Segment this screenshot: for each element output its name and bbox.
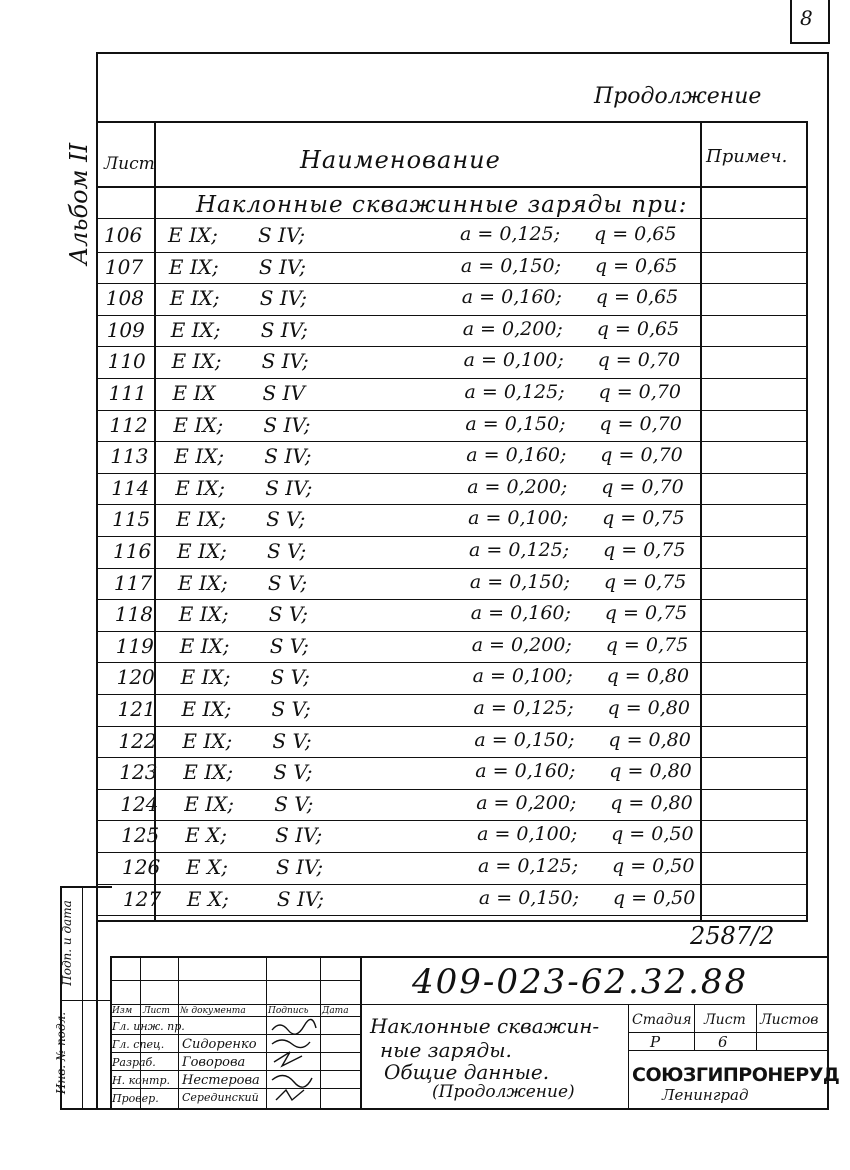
row-sheet-number: 121 (117, 697, 156, 721)
row-a-value: a = 0,125; (460, 223, 561, 245)
tb-role-5: Провер. (112, 1092, 159, 1105)
row-sheet-number: 112 (109, 412, 148, 437)
tb-doc-title-3: Общие данные. (384, 1060, 550, 1084)
row-s-value: S IV; (275, 823, 323, 848)
header-sheet: Лист (104, 154, 155, 174)
row-s-value: S IV; (263, 412, 311, 437)
row-sheet-number: 126 (122, 855, 161, 879)
header-name: Наименование (300, 146, 501, 174)
row-s-value: S V; (272, 728, 312, 753)
row-s-value: S V; (273, 760, 313, 785)
tb-name-5: Серединский (182, 1091, 259, 1104)
row-a-value: a = 0,125; (473, 697, 574, 719)
row-divider (98, 915, 808, 916)
row-a-value: a = 0,100; (477, 823, 578, 846)
row-s-value: S IV; (261, 349, 309, 374)
row-divider (98, 410, 808, 411)
row-e-value: E IX; (175, 475, 226, 500)
header-note: Примеч. (706, 146, 788, 167)
row-divider (98, 536, 808, 537)
row-sheet-number: 118 (114, 602, 153, 627)
row-q-value: q = 0,70 (600, 444, 683, 467)
row-a-value: a = 0,160; (475, 760, 576, 783)
row-e-value: E IX (172, 381, 216, 405)
signature-marks (266, 1016, 321, 1110)
row-sheet-number: 114 (111, 475, 150, 500)
row-a-value: a = 0,150; (465, 412, 566, 435)
tb-role-3: Разраб. (112, 1056, 156, 1069)
tb-doc-title-1: Наклонные скважин- (370, 1014, 600, 1038)
row-e-value: E IX; (168, 223, 218, 247)
row-q-value: q = 0,70 (601, 475, 684, 498)
row-sheet-number: 106 (104, 223, 143, 247)
row-s-value: S IV; (258, 223, 306, 247)
row-e-value: E IX; (180, 665, 231, 690)
row-a-value: a = 0,150; (474, 728, 575, 751)
tb-sheets-label: Листов (760, 1012, 819, 1028)
row-sheet-number: 109 (106, 317, 145, 342)
row-sheet-number: 119 (115, 633, 154, 658)
row-q-value: q = 0,65 (596, 317, 680, 340)
row-divider (98, 662, 808, 663)
row-a-value: a = 0,200; (476, 791, 577, 814)
row-s-value: S IV; (260, 317, 308, 342)
row-sheet-number: 127 (122, 886, 162, 911)
row-q-value: q = 0,80 (609, 760, 692, 783)
row-e-value: E IX; (176, 507, 226, 532)
row-s-value: S IV; (276, 855, 324, 879)
row-q-value: q = 0,70 (597, 349, 681, 372)
row-divider (98, 568, 808, 569)
row-divider (98, 789, 808, 790)
row-s-value: S IV; (259, 286, 307, 311)
row-divider (98, 346, 808, 347)
row-divider (98, 441, 808, 442)
row-s-value: S IV (262, 381, 305, 405)
row-a-value: a = 0,150; (460, 254, 562, 277)
row-divider (98, 504, 808, 505)
continuation-label: Продолжение (594, 84, 762, 109)
row-q-value: q = 0,80 (607, 697, 690, 719)
row-q-value: q = 0,80 (610, 791, 693, 814)
row-q-value: q = 0,80 (606, 665, 690, 688)
tb-name-4: Нестерова (182, 1073, 260, 1088)
row-a-value: a = 0,100; (468, 507, 569, 530)
tb-name-3: Говорова (182, 1055, 246, 1070)
row-divider (98, 694, 808, 695)
row-divider (98, 599, 808, 600)
row-e-value: E IX; (182, 728, 233, 753)
row-sheet-number: 113 (110, 444, 149, 469)
row-a-value: a = 0,160; (470, 602, 571, 625)
row-q-value: q = 0,65 (595, 286, 679, 309)
album-label: Альбом II (65, 142, 94, 266)
row-divider (98, 252, 808, 253)
tb-name-2: Сидоренко (182, 1037, 257, 1052)
row-e-value: E IX; (173, 412, 224, 437)
row-divider (98, 473, 808, 474)
row-e-value: E IX; (177, 570, 228, 595)
row-e-value: E IX; (171, 349, 222, 374)
row-q-value: q = 0,75 (603, 539, 686, 561)
row-sheet-number: 125 (121, 823, 160, 848)
row-q-value: q = 0,75 (605, 633, 689, 656)
row-e-value: E IX; (174, 444, 225, 469)
row-a-value: a = 0,100; (472, 665, 573, 688)
row-q-value: q = 0,50 (612, 855, 695, 877)
row-e-value: E X; (186, 855, 228, 879)
row-divider (98, 757, 808, 758)
tb-doc-title-4: (Продолжение) (432, 1082, 575, 1102)
tb-role-2: Гл. спец. (112, 1038, 165, 1051)
row-s-value: S V; (271, 697, 311, 721)
row-e-value: E X; (186, 886, 229, 911)
row-s-value: S IV; (265, 475, 313, 500)
row-a-value: a = 0,200; (467, 475, 568, 498)
row-divider (98, 852, 808, 853)
row-q-value: q = 0,65 (594, 223, 677, 245)
row-q-value: q = 0,80 (608, 728, 691, 751)
row-q-value: q = 0,50 (612, 886, 696, 909)
row-e-value: E IX; (168, 254, 219, 279)
side-label-inv: Инв. № подл. (54, 1011, 69, 1095)
row-e-value: E IX; (169, 286, 220, 311)
row-a-value: a = 0,160; (466, 444, 567, 467)
row-a-value: a = 0,100; (463, 349, 564, 372)
row-s-value: S IV; (264, 444, 312, 469)
row-q-value: q = 0,75 (602, 507, 685, 530)
page-number: 8 (800, 6, 813, 30)
row-sheet-number: 123 (119, 760, 158, 785)
inventory-number: 2587/2 (690, 922, 775, 950)
row-sheet-number: 107 (104, 254, 144, 279)
row-e-value: E X; (185, 823, 228, 848)
row-sheet-number: 110 (107, 349, 146, 374)
row-a-value: a = 0,200; (462, 317, 563, 340)
row-s-value: S V; (270, 665, 310, 690)
row-e-value: E IX; (170, 317, 221, 342)
row-divider (98, 315, 808, 316)
row-e-value: E IX; (183, 760, 234, 785)
tb-col-date: Дата (322, 1006, 349, 1016)
row-e-value: E IX; (184, 791, 235, 816)
row-sheet-number: 124 (120, 791, 159, 816)
tb-role-1: Гл. инж. пр. (112, 1020, 185, 1033)
row-s-value: S V; (266, 507, 306, 532)
document-code: 409-023-62.32.88 (412, 962, 749, 1002)
side-label-sign: Подп. и дата (59, 900, 74, 986)
row-e-value: E IX; (177, 539, 227, 563)
row-a-value: a = 0,150; (469, 570, 571, 593)
tb-sheet-label: Лист (704, 1012, 746, 1028)
tb-doc-title-2: ные заряды. (380, 1038, 512, 1062)
tb-role-4: Н. контр. (112, 1074, 170, 1087)
section-title: Наклонные скважинные заряды при: (196, 192, 688, 218)
tb-stage-label: Стадия (632, 1012, 692, 1028)
row-e-value: E IX; (178, 602, 229, 627)
tb-sheet-value: 6 (718, 1033, 728, 1051)
tb-col-doc: № документа (180, 1006, 246, 1016)
row-q-value: q = 0,65 (594, 254, 678, 277)
row-a-value: a = 0,160; (461, 286, 562, 309)
row-sheet-number: 117 (113, 570, 153, 595)
row-a-value: a = 0,125; (464, 381, 565, 403)
tb-col-sign: Подпись (268, 1006, 309, 1016)
row-a-value: a = 0,125; (478, 855, 579, 877)
row-s-value: S V; (267, 539, 307, 563)
tb-stage-value: Р (650, 1033, 661, 1051)
row-divider (98, 820, 808, 821)
row-sheet-number: 116 (113, 539, 152, 563)
row-divider (98, 378, 808, 379)
row-s-value: S IV; (258, 254, 307, 279)
row-s-value: S V; (269, 633, 309, 658)
tb-col-list: Лист (143, 1006, 170, 1016)
row-divider (98, 283, 808, 284)
row-q-value: q = 0,75 (603, 570, 687, 593)
row-q-value: q = 0,70 (599, 412, 682, 435)
row-sheet-number: 115 (112, 507, 151, 532)
row-sheet-number: 111 (108, 381, 147, 405)
tb-organization: СОЮЗГИПРОНЕРУД (632, 1064, 840, 1086)
row-divider (98, 884, 808, 885)
row-e-value: E IX; (181, 697, 232, 721)
row-s-value: S V; (267, 570, 308, 595)
row-q-value: q = 0,75 (604, 602, 688, 625)
row-a-value: a = 0,200; (471, 633, 572, 656)
tb-city: Ленинград (662, 1086, 749, 1104)
row-a-value: a = 0,125; (469, 539, 570, 561)
row-sheet-number: 122 (118, 728, 157, 753)
row-divider (98, 726, 808, 727)
row-sheet-number: 108 (105, 286, 144, 311)
row-a-value: a = 0,150; (478, 886, 580, 909)
tb-col-izm: Изм (112, 1006, 133, 1016)
row-s-value: S V; (268, 602, 309, 627)
row-q-value: q = 0,70 (598, 381, 681, 403)
row-e-value: E IX; (179, 633, 230, 658)
row-s-value: S V; (274, 791, 314, 816)
row-s-value: S IV; (276, 886, 325, 911)
row-divider (98, 631, 808, 632)
row-q-value: q = 0,50 (611, 823, 694, 846)
row-sheet-number: 120 (116, 665, 155, 690)
